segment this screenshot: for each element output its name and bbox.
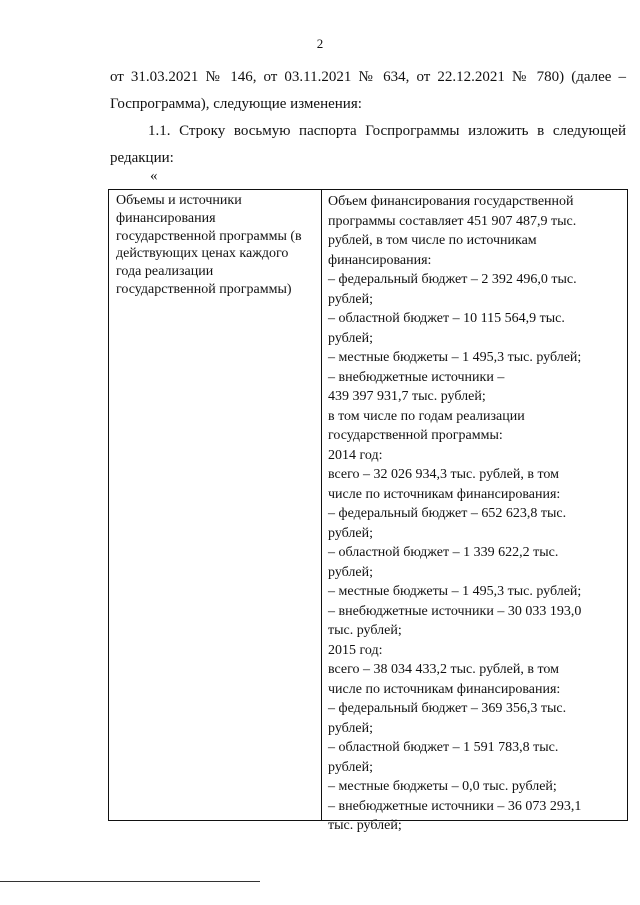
funding-value-line: числе по источникам финансирования:	[328, 486, 561, 502]
funding-value-line: – федеральный бюджет – 2 392 496,0 тыс.	[328, 272, 577, 287]
funding-value-line: – внебюджетные источники – 30 033 193,0	[328, 603, 582, 619]
page-number: 2	[316, 36, 324, 51]
funding-value-line: – местные бюджеты – 1 495,3 тыс. рублей;	[328, 350, 582, 365]
funding-value-line: тыс. рублей;	[328, 623, 402, 638]
funding-value-line: программы составляет 451 907 487,9 тыс.	[328, 213, 577, 229]
funding-value-line: всего – 38 034 433,2 тыс. рублей, в том	[328, 662, 559, 677]
funding-value-line: всего – 32 026 934,3 тыс. рублей, в том	[328, 467, 559, 482]
funding-label-cell	[116, 192, 316, 299]
funding-value-line: 2015 год:	[328, 642, 383, 658]
funding-value-line: – федеральный бюджет – 369 356,3 тыс.	[328, 701, 567, 716]
funding-value-line: рублей;	[328, 525, 373, 541]
funding-value-line: – местные бюджеты – 1 495,3 тыс. рублей;	[328, 584, 582, 599]
funding-value-line: рублей;	[328, 564, 373, 580]
funding-label-line: года реализации	[116, 264, 214, 280]
funding-value-line: – областной бюджет – 10 115 564,9 тыс.	[328, 311, 565, 326]
opening-quote: «	[150, 168, 158, 184]
amendment-line: редакции:	[110, 150, 174, 166]
funding-value-cell	[328, 192, 624, 836]
funding-value-line: рублей;	[328, 759, 373, 775]
funding-value-line: Объем финансирования государственной	[328, 194, 574, 209]
passport-table	[108, 189, 628, 833]
funding-label-line: финансирования	[116, 210, 216, 226]
funding-value-line: рублей;	[328, 720, 373, 736]
funding-label-line: действующих ценах каждого	[116, 246, 289, 262]
intro-line: Госпрограмма), следующие изменения:	[110, 96, 362, 112]
column-divider	[321, 190, 322, 820]
funding-value-line: тыс. рублей;	[328, 818, 402, 833]
funding-value-line: рублей;	[328, 330, 373, 346]
amendment-line: 1.1. Строку восьмую паспорта Госпрограммы изложить в следующей	[148, 123, 626, 139]
funding-value-line: государственной программы:	[328, 428, 503, 443]
funding-value-line: финансирования:	[328, 252, 432, 268]
funding-label-line: Объемы и источники	[116, 193, 242, 208]
intro-line: от 31.03.2021 № 146, от 03.11.2021 № 634, от 22.12.2021 № 780) (далее –	[110, 69, 626, 85]
funding-value-line: числе по источникам финансирования:	[328, 681, 561, 697]
funding-value-line: – областной бюджет – 1 339 622,2 тыс.	[328, 545, 559, 560]
footnote-separator	[0, 881, 260, 882]
amendment-paragraph	[110, 118, 626, 172]
funding-value-line: – внебюджетные источники – 36 073 293,1	[328, 798, 582, 814]
funding-value-line: в том числе по годам реализации	[328, 408, 525, 424]
funding-value-line: – федеральный бюджет – 652 623,8 тыс.	[328, 506, 567, 521]
funding-label-line: государственной программы)	[116, 281, 292, 297]
funding-value-line: 2014 год:	[328, 447, 383, 463]
funding-label-line: государственной программы (в	[116, 228, 302, 244]
funding-value-line: рублей, в том числе по источникам	[328, 233, 537, 248]
funding-value-line: 439 397 931,7 тыс. рублей;	[328, 389, 486, 404]
funding-value-line: – внебюджетные источники –	[328, 369, 505, 385]
intro-paragraph	[110, 64, 626, 118]
funding-value-line: рублей;	[328, 291, 373, 307]
funding-value-line: – областной бюджет – 1 591 783,8 тыс.	[328, 740, 559, 755]
funding-value-line: – местные бюджеты – 0,0 тыс. рублей;	[328, 779, 557, 794]
